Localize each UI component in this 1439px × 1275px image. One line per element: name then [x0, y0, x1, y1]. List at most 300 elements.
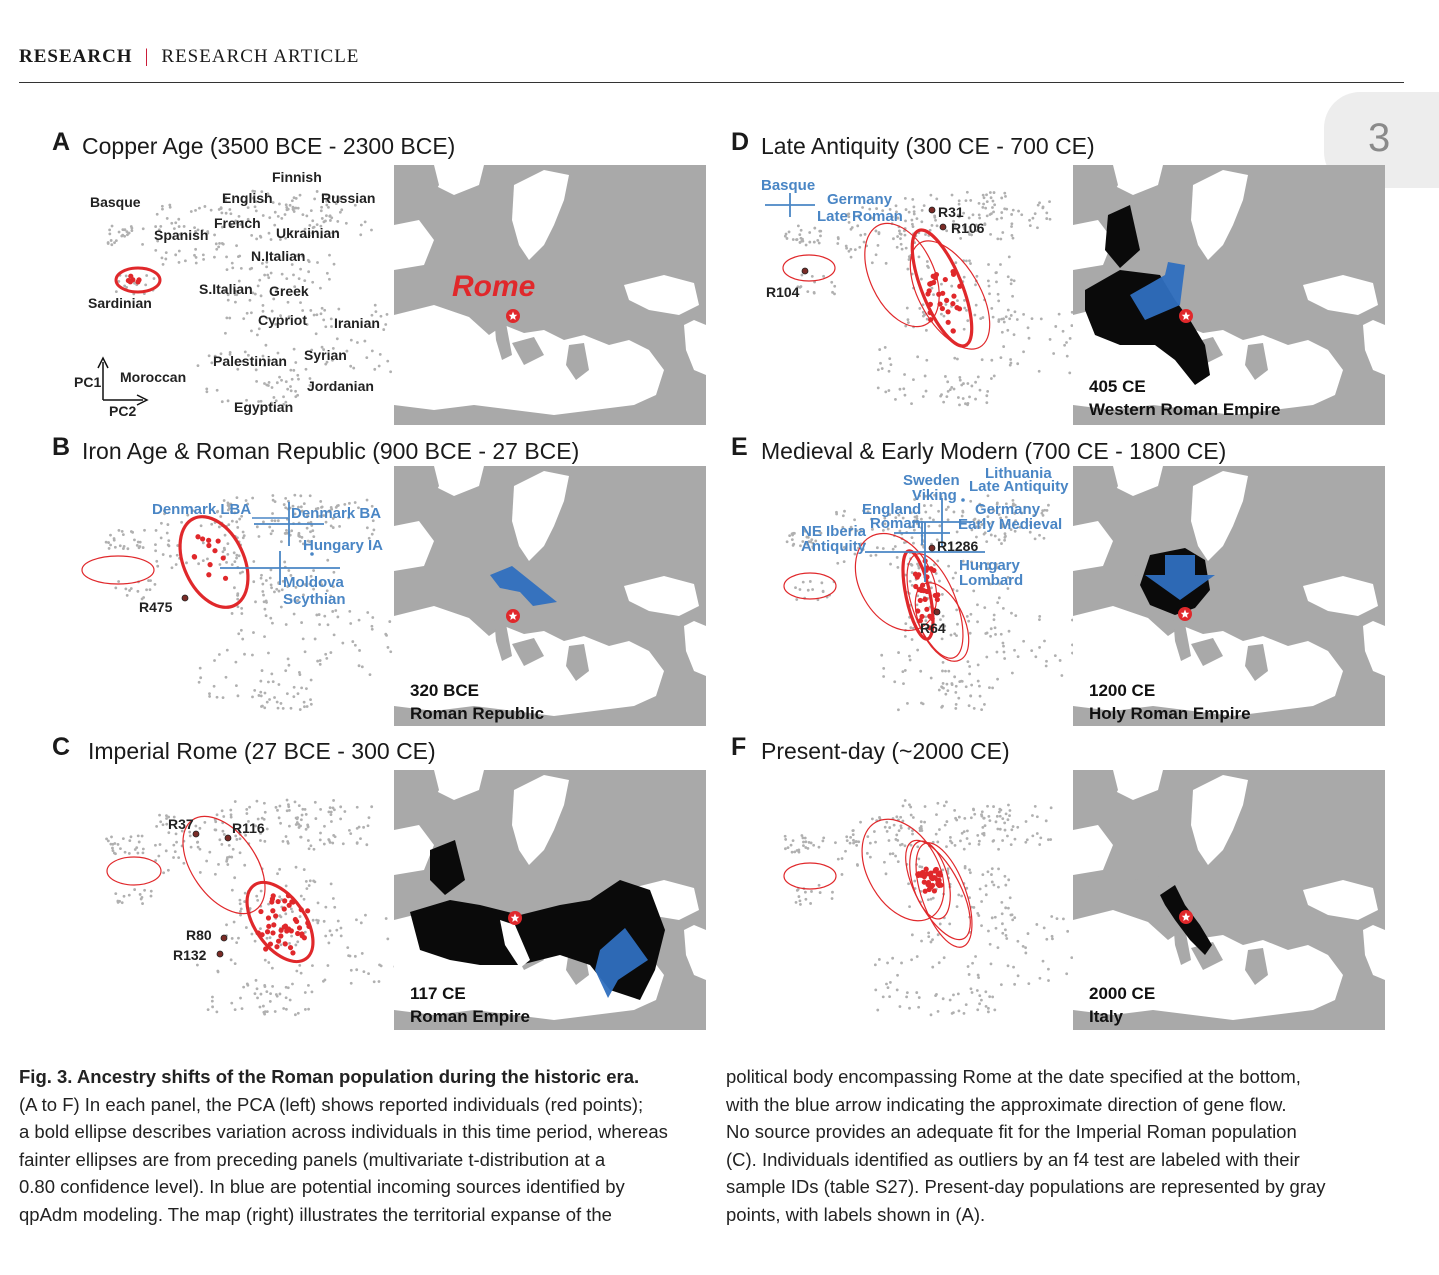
gray-point	[942, 997, 945, 1000]
gray-point	[907, 882, 910, 885]
gray-point	[215, 1011, 218, 1014]
gray-point	[987, 279, 990, 282]
gray-point	[333, 906, 336, 909]
gray-point	[878, 348, 881, 351]
gray-point	[158, 814, 161, 817]
gray-point	[162, 553, 165, 556]
gray-point	[337, 920, 340, 923]
gray-point	[278, 914, 281, 917]
gray-point	[1062, 330, 1065, 333]
map-year: 320 BCE	[410, 681, 479, 700]
gray-point	[1050, 806, 1053, 809]
red-point	[923, 597, 928, 602]
gray-point	[199, 871, 202, 874]
gray-point	[950, 682, 953, 685]
gray-point	[836, 242, 839, 245]
gray-point	[349, 832, 352, 835]
gray-point	[1059, 659, 1062, 662]
gray-point	[142, 851, 145, 854]
gray-point	[990, 962, 993, 965]
panel-letter: F	[731, 733, 747, 761]
gray-point	[305, 368, 308, 371]
gray-point	[801, 836, 804, 839]
gray-point	[993, 1008, 996, 1011]
gray-point	[996, 651, 999, 654]
map-year: 1200 CE	[1089, 681, 1156, 700]
gray-point	[130, 530, 133, 533]
gray-point	[903, 541, 906, 544]
gray-point	[269, 1000, 272, 1003]
gray-point	[1020, 213, 1023, 216]
gray-point	[339, 211, 342, 214]
gray-point	[1001, 912, 1004, 915]
gray-point	[981, 826, 984, 829]
gray-point	[290, 389, 293, 392]
gray-point	[109, 534, 112, 537]
gray-point	[980, 924, 983, 927]
gray-point	[213, 234, 216, 237]
gray-point	[189, 835, 192, 838]
gray-point	[202, 559, 205, 562]
gray-point	[874, 989, 877, 992]
gray-point	[316, 261, 319, 264]
gray-point	[854, 248, 857, 251]
faint-ellipse	[783, 255, 835, 281]
gray-point	[818, 242, 821, 245]
red-point	[273, 913, 278, 918]
gray-point	[904, 394, 907, 397]
gray-point	[378, 980, 381, 983]
gray-point	[245, 812, 248, 815]
gray-point	[923, 204, 926, 207]
gray-point	[911, 833, 914, 836]
gray-point	[112, 849, 115, 852]
gray-point	[876, 546, 879, 549]
gray-point	[236, 496, 239, 499]
gray-point	[921, 209, 924, 212]
gray-point	[128, 232, 131, 235]
gray-point	[293, 348, 296, 351]
gray-point	[387, 646, 390, 649]
gray-point	[875, 230, 878, 233]
outlier-label: R104	[766, 284, 800, 300]
gray-point	[866, 835, 869, 838]
gray-point	[1051, 935, 1054, 938]
gray-point	[797, 225, 800, 228]
gray-point	[990, 307, 993, 310]
gray-point	[990, 377, 993, 380]
population-label: Ukrainian	[276, 225, 340, 241]
gray-point	[1009, 809, 1012, 812]
gray-point	[932, 293, 935, 296]
gray-point	[1031, 814, 1034, 817]
gray-point	[983, 817, 986, 820]
red-point	[922, 874, 927, 879]
gray-point	[1000, 197, 1003, 200]
gray-point	[297, 378, 300, 381]
gray-point	[969, 871, 972, 874]
gray-point	[246, 312, 249, 315]
red-point	[957, 284, 962, 289]
gray-point	[111, 225, 114, 228]
gray-point	[943, 804, 946, 807]
gray-point	[969, 500, 972, 503]
gray-point	[285, 277, 288, 280]
gray-point	[974, 283, 977, 286]
gray-point	[339, 805, 342, 808]
red-point	[928, 310, 933, 315]
gray-point	[228, 317, 231, 320]
map-year: 117 CE	[410, 984, 466, 1003]
gray-point	[320, 312, 323, 315]
gray-point	[950, 634, 953, 637]
gray-point	[969, 262, 972, 265]
red-point	[135, 279, 140, 284]
gray-point	[233, 551, 236, 554]
gray-point	[196, 964, 199, 967]
gray-point	[877, 368, 880, 371]
gray-point	[139, 893, 142, 896]
gray-point	[231, 937, 234, 940]
gray-point	[911, 638, 914, 641]
gray-point	[260, 705, 263, 708]
gray-point	[1004, 884, 1007, 887]
gray-point	[274, 1010, 277, 1013]
source-label: Late Antiquity	[969, 478, 1069, 495]
gray-point	[965, 259, 968, 262]
population-label: Iranian	[334, 315, 380, 331]
faint-ellipse	[902, 837, 957, 924]
gray-point	[289, 204, 292, 207]
gray-point	[296, 821, 299, 824]
gray-point	[282, 395, 285, 398]
gray-point	[277, 215, 280, 218]
gray-point	[231, 889, 234, 892]
gray-point	[338, 525, 341, 528]
gray-point	[267, 276, 270, 279]
gray-point	[962, 397, 965, 400]
gray-point	[143, 529, 146, 532]
gray-point	[939, 923, 942, 926]
gray-point	[812, 844, 815, 847]
gray-point	[991, 881, 994, 884]
gray-point	[904, 219, 907, 222]
gray-point	[298, 671, 301, 674]
source-label: Sweden	[903, 472, 960, 489]
gray-point	[172, 844, 175, 847]
gray-point	[893, 824, 896, 827]
gray-point	[819, 891, 822, 894]
gray-point	[273, 590, 276, 593]
gray-point	[250, 267, 253, 270]
gray-point	[941, 670, 944, 673]
gray-point	[900, 243, 903, 246]
gray-point	[110, 239, 113, 242]
gray-point	[920, 220, 923, 223]
gray-point	[221, 400, 224, 403]
gray-point	[949, 999, 952, 1002]
gray-point	[941, 638, 944, 641]
gray-point	[809, 902, 812, 905]
gray-point	[991, 867, 994, 870]
gray-point	[325, 214, 328, 217]
gray-point	[954, 261, 957, 264]
gray-point	[807, 589, 810, 592]
gray-point	[282, 707, 285, 710]
gray-point	[1038, 615, 1041, 618]
gray-point	[899, 388, 902, 391]
gray-point	[208, 851, 211, 854]
gray-point	[966, 830, 969, 833]
gray-point	[936, 224, 939, 227]
gray-point	[1026, 838, 1029, 841]
gray-point	[266, 701, 269, 704]
gray-point	[313, 198, 316, 201]
gray-point	[178, 261, 181, 264]
gray-point	[878, 232, 881, 235]
gray-point	[290, 907, 293, 910]
gray-point	[316, 922, 319, 925]
gray-point	[942, 682, 945, 685]
gray-point	[343, 810, 346, 813]
gray-point	[1047, 968, 1050, 971]
gray-point	[831, 897, 834, 900]
gray-point	[1004, 875, 1007, 878]
gray-point	[999, 263, 1002, 266]
gray-point	[923, 821, 926, 824]
gray-point	[943, 956, 946, 959]
gray-point	[257, 285, 260, 288]
gray-point	[270, 568, 273, 571]
gray-point	[355, 918, 358, 921]
gray-point	[321, 307, 324, 310]
gray-point	[309, 309, 312, 312]
red-point	[266, 924, 271, 929]
gray-point	[288, 809, 291, 812]
gray-point	[982, 194, 985, 197]
gray-point	[908, 1007, 911, 1010]
axis-label-pc1: PC1	[74, 374, 102, 390]
gray-point	[939, 395, 942, 398]
gray-point	[953, 632, 956, 635]
source-label: Hungary IA	[303, 537, 384, 554]
gray-point	[211, 1000, 214, 1003]
gray-point	[303, 701, 306, 704]
gray-point	[384, 323, 387, 326]
gray-point	[167, 539, 170, 542]
red-point	[927, 614, 932, 619]
gray-point	[250, 311, 253, 314]
gray-point	[888, 995, 891, 998]
red-point	[278, 928, 283, 933]
map-entity: Holy Roman Empire	[1089, 704, 1251, 723]
gray-point	[262, 520, 265, 523]
red-point	[934, 272, 939, 277]
gray-point	[950, 386, 953, 389]
gray-point	[180, 521, 183, 524]
gray-point	[942, 661, 945, 664]
gray-point	[333, 808, 336, 811]
gray-point	[263, 706, 266, 709]
gray-point	[1038, 618, 1041, 621]
gray-point	[284, 213, 287, 216]
gray-point	[252, 580, 255, 583]
red-point	[930, 876, 935, 881]
gray-point	[924, 805, 927, 808]
gray-point	[927, 266, 930, 269]
gray-point	[315, 313, 318, 316]
gray-point	[1049, 218, 1052, 221]
gray-point	[866, 852, 869, 855]
gray-point	[309, 879, 312, 882]
gray-point	[261, 583, 264, 586]
gray-point	[1051, 937, 1054, 940]
gray-point	[784, 838, 787, 841]
gray-point	[272, 680, 275, 683]
gray-point	[959, 237, 962, 240]
gray-point	[124, 588, 127, 591]
gray-point	[968, 868, 971, 871]
gray-point	[362, 826, 365, 829]
outlier-label: R31	[938, 204, 964, 220]
gray-point	[113, 539, 116, 542]
red-point	[270, 930, 275, 935]
gray-point	[159, 843, 162, 846]
caption-col-1	[19, 1063, 709, 1229]
gray-point	[315, 332, 318, 335]
gray-point	[835, 513, 838, 516]
gray-point	[136, 590, 139, 593]
gray-point	[1016, 318, 1019, 321]
gray-point	[300, 972, 303, 975]
gray-point	[884, 390, 887, 393]
gray-point	[892, 852, 895, 855]
gray-point	[1010, 828, 1013, 831]
gray-point	[303, 279, 306, 282]
gray-point	[121, 901, 124, 904]
gray-point	[981, 206, 984, 209]
gray-point	[226, 649, 229, 652]
gray-point	[232, 848, 235, 851]
gray-point	[822, 837, 825, 840]
gray-point	[235, 520, 238, 523]
red-point	[206, 538, 211, 543]
gray-point	[863, 241, 866, 244]
source-point	[961, 498, 965, 502]
gray-point	[208, 692, 211, 695]
gray-point	[1016, 940, 1019, 943]
gray-point	[811, 275, 814, 278]
gray-point	[287, 301, 290, 304]
gray-point	[122, 533, 125, 536]
gray-point	[320, 209, 323, 212]
gray-point	[964, 402, 967, 405]
gray-point	[310, 679, 313, 682]
gray-point	[976, 1008, 979, 1011]
gray-point	[885, 821, 888, 824]
gray-point	[958, 404, 961, 407]
gray-point	[309, 494, 312, 497]
gray-point	[981, 358, 984, 361]
gray-point	[999, 356, 1002, 359]
gray-point	[980, 900, 983, 903]
gray-point	[123, 895, 126, 898]
gray-point	[1048, 200, 1051, 203]
gray-point	[373, 368, 376, 371]
gray-point	[278, 376, 281, 379]
gray-point	[340, 208, 343, 211]
gray-point	[786, 540, 789, 543]
gray-point	[804, 891, 807, 894]
gray-point	[299, 824, 302, 827]
gray-point	[328, 278, 331, 281]
gray-point	[1047, 504, 1050, 507]
gray-point	[275, 588, 278, 591]
bold-ellipse	[234, 871, 327, 973]
gray-point	[119, 847, 122, 850]
gray-point	[206, 557, 209, 560]
gray-point	[328, 839, 331, 842]
red-point	[282, 898, 287, 903]
gray-point	[222, 696, 225, 699]
panel-title: Present-day (~2000 CE)	[761, 738, 1010, 764]
gray-point	[945, 508, 948, 511]
gray-point	[877, 244, 880, 247]
gray-point	[266, 274, 269, 277]
gray-point	[235, 684, 238, 687]
outlier-point	[225, 835, 231, 841]
gray-point	[1010, 843, 1013, 846]
gray-point	[1022, 350, 1025, 353]
gray-point	[985, 394, 988, 397]
gray-point	[328, 215, 331, 218]
gray-point	[327, 810, 330, 813]
population-label: French	[214, 215, 261, 231]
gray-point	[997, 300, 1000, 303]
gray-point	[197, 846, 200, 849]
gray-point	[983, 834, 986, 837]
gray-point	[177, 218, 180, 221]
gray-point	[334, 835, 337, 838]
gray-point	[982, 203, 985, 206]
gray-point	[1027, 982, 1030, 985]
gray-point	[909, 580, 912, 583]
gray-point	[334, 609, 337, 612]
gray-point	[948, 922, 951, 925]
population-label: Moroccan	[120, 369, 187, 385]
gray-point	[1045, 211, 1048, 214]
gray-point	[286, 799, 289, 802]
gray-point	[973, 707, 976, 710]
panel-letter: D	[731, 128, 750, 156]
gray-point	[137, 834, 140, 837]
gray-point	[991, 686, 994, 689]
gray-point	[974, 381, 977, 384]
gray-point	[1012, 237, 1015, 240]
gray-point	[239, 851, 242, 854]
gray-point	[263, 635, 266, 638]
gray-point	[260, 294, 263, 297]
gray-point	[364, 914, 367, 917]
gray-point	[358, 664, 361, 667]
gray-point	[1000, 633, 1003, 636]
source-label: Scythian	[283, 591, 346, 608]
gray-point	[252, 560, 255, 563]
gray-point	[971, 962, 974, 965]
gray-point	[1011, 672, 1014, 675]
source-label: England	[862, 501, 922, 518]
gray-point	[243, 864, 246, 867]
